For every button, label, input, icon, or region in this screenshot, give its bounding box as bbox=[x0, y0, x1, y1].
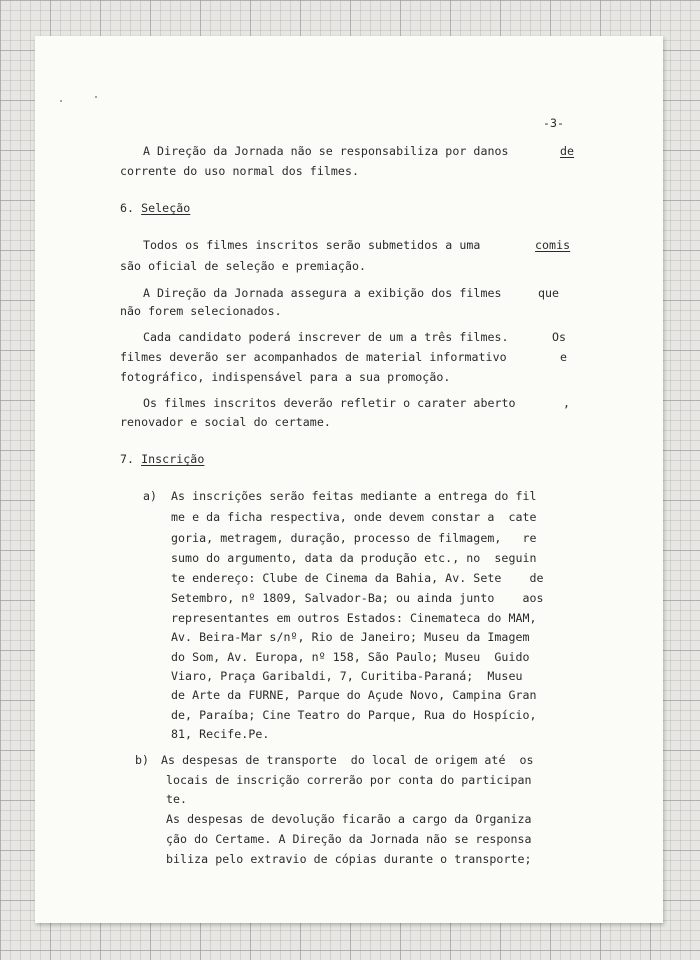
list-item-line: te endereço: Clube de Cinema da Bahia, Av. Sete de bbox=[171, 571, 544, 585]
paragraph-line-end: que bbox=[538, 286, 560, 300]
list-item-line: biliza pelo extravio de cópias durante o transporte; bbox=[166, 852, 532, 866]
list-item-line: ção do Certame. A Direção da Jornada não se responsa bbox=[166, 832, 532, 846]
paragraph-line: não forem selecionados. bbox=[120, 304, 282, 318]
list-item-line: representantes em outros Estados: Cinemateca do MAM, bbox=[171, 611, 537, 625]
list-item-line: de Arte da FURNE, Parque do Açude Novo, Campina Gran bbox=[171, 688, 537, 702]
paragraph-line: Todos os filmes inscritos serão submetidos a uma bbox=[143, 238, 481, 252]
list-item-line: As despesas de devolução ficarão a cargo da Organiza bbox=[166, 812, 532, 826]
section-title: Seleção bbox=[141, 201, 191, 215]
paragraph-line: A Direção da Jornada não se responsabiliza por danos bbox=[143, 144, 509, 158]
list-item-line: do Som, Av. Europa, nº 158, São Paulo; Museu Guido bbox=[171, 650, 530, 664]
list-item-line: Viaro, Praça Garibaldi, 7, Curitiba-Paraná; Museu bbox=[171, 669, 523, 683]
document-page bbox=[35, 36, 663, 923]
paragraph-line: A Direção da Jornada assegura a exibição dos filmes bbox=[143, 286, 502, 300]
section-title: Inscrição bbox=[141, 452, 205, 466]
list-item-line: goria, metragem, duração, processo de filmagem, re bbox=[171, 531, 537, 545]
page-number: -3- bbox=[543, 116, 565, 130]
section-heading bbox=[120, 201, 190, 215]
hyphen-syllable: de bbox=[560, 144, 575, 158]
list-item-line: 81, Recife.Pe. bbox=[171, 727, 270, 741]
paragraph-line: filmes deverão ser acompanhados de material informativo bbox=[120, 350, 507, 364]
list-item-marker: a) bbox=[143, 489, 158, 503]
paragraph-line-end: e bbox=[560, 350, 568, 364]
list-item-line: te. bbox=[166, 792, 188, 806]
paragraph-line: fotográfico, indispensável para a sua promoção. bbox=[120, 370, 451, 384]
list-item-line: Av. Beira-Mar s/nº, Rio de Janeiro; Museu da Imagem bbox=[171, 630, 530, 644]
paper-speck bbox=[60, 100, 62, 102]
paragraph-line: Cada candidato poderá inscrever de um a três filmes. bbox=[143, 330, 509, 344]
list-item-line: Setembro, nº 1809, Salvador-Ba; ou ainda junto aos bbox=[171, 591, 544, 605]
section-heading bbox=[120, 452, 204, 466]
list-item-line: sumo do argumento, data da produção etc., no seguin bbox=[171, 551, 537, 565]
list-item-line: de, Paraíba; Cine Teatro do Parque, Rua do Hospício, bbox=[171, 708, 537, 722]
list-item-line: As despesas de transporte do local de origem até os bbox=[161, 753, 534, 767]
paragraph-line: são oficial de seleção e premiação. bbox=[120, 259, 367, 273]
list-item-marker: b) bbox=[135, 753, 150, 767]
list-item-line: locais de inscrição correrão por conta do participan bbox=[166, 773, 532, 787]
list-item-line: me e da ficha respectiva, onde devem constar a cate bbox=[171, 510, 537, 524]
paragraph-line-end bbox=[560, 144, 574, 158]
paragraph-line: Os filmes inscritos deverão refletir o carater aberto bbox=[143, 396, 516, 410]
paragraph-line-end bbox=[535, 238, 570, 252]
paper-speck bbox=[95, 96, 97, 98]
paragraph-line: corrente do uso normal dos filmes. bbox=[120, 164, 360, 178]
hyphen-syllable: comis bbox=[535, 238, 571, 252]
list-item-line: As inscrições serão feitas mediante a entrega do fil bbox=[171, 489, 537, 503]
section-number: 7. bbox=[120, 452, 135, 466]
section-number: 6. bbox=[120, 201, 135, 215]
paragraph-line-end: , bbox=[563, 396, 571, 410]
paragraph-line: renovador e social do certame. bbox=[120, 415, 331, 429]
paragraph-line-end: Os bbox=[552, 330, 567, 344]
